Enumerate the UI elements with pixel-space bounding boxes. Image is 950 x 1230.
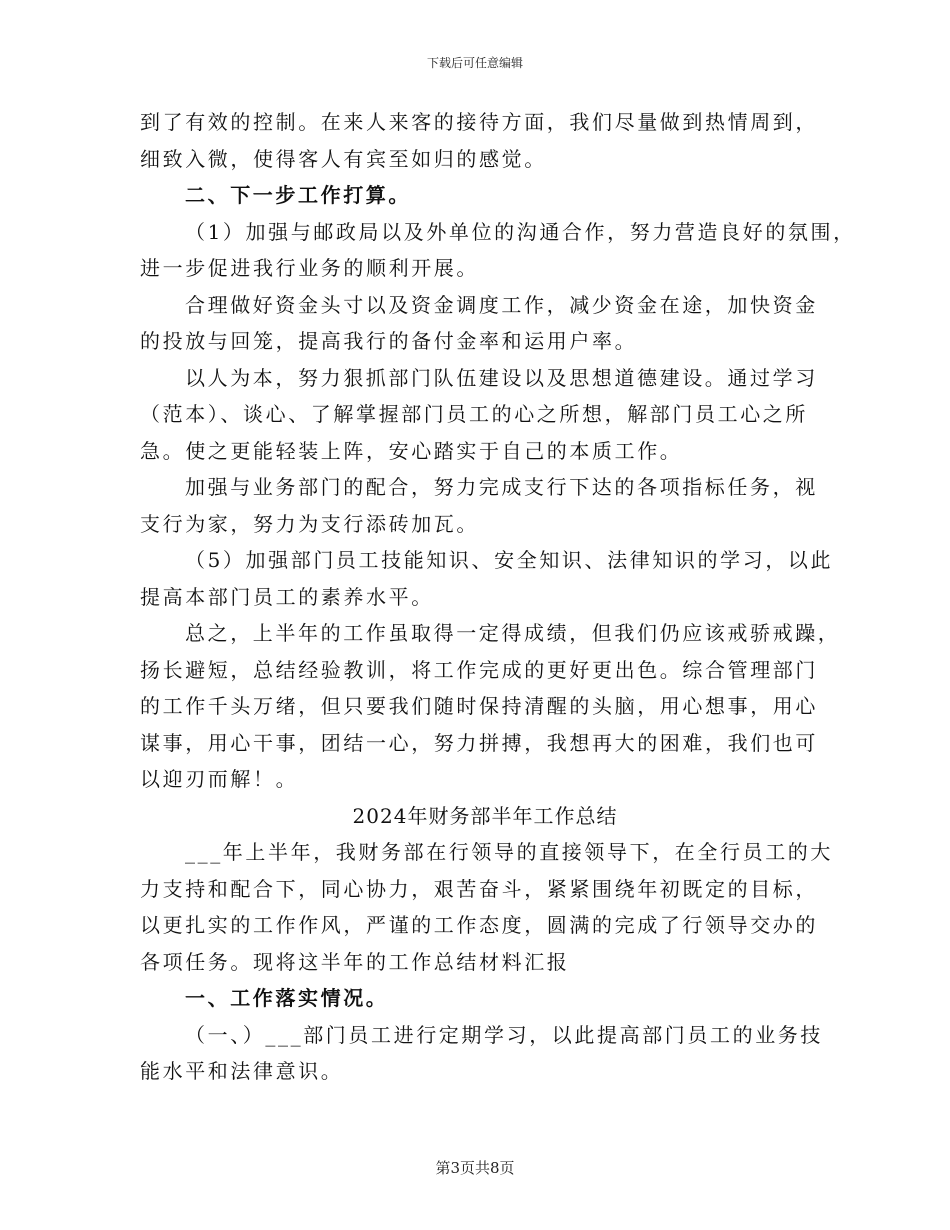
text-line: 总之，上半年的工作虽取得一定得成绩，但我们仍应该戒骄戒躁， <box>185 621 841 645</box>
text-line: 支行为家，努力为支行添砖加瓦。 <box>140 511 479 536</box>
text-line: 各项任务。现将这半年的工作总结材料汇报 <box>140 949 570 974</box>
text-line: 能水平和法律意识。 <box>140 1059 344 1083</box>
text-line: 以人为本，努力狠抓部门队伍建设以及思想道德建设。通过学习 <box>185 365 818 390</box>
text-line: 细致入微，使得客人有宾至如归的感觉。 <box>140 146 547 171</box>
text-line: ___年上半年，我财务部在行领导的直接领导下，在全行员工的大 <box>185 840 833 864</box>
text-line: （1）加强与邮政局以及外单位的沟通合作，努力营造良好的氛围， <box>185 219 856 244</box>
section-title: 2024年财务部半年工作总结 <box>352 803 618 828</box>
text-line: 力支持和配合下，同心协力，艰苦奋斗，紧紧围绕年初既定的目标， <box>140 876 818 901</box>
text-line: 以更扎实的工作作风，严谨的工作态度，圆满的完成了行领导交办的 <box>140 913 818 937</box>
text-line: （范本）、谈心、了解掌握部门员工的心之所想，解部门员工心之所 <box>140 402 808 426</box>
text-line: （一、）___部门员工进行定期学习，以此提高部门员工的业务技 <box>185 1022 823 1047</box>
text-line: 的工作千头万绪，但只要我们随时保持清醒的头脑，用心想事，用心 <box>140 694 818 718</box>
header-note: 下载后可任意编辑 <box>426 56 523 70</box>
text-line: 进一步促进我行业务的顺利开展。 <box>140 256 479 280</box>
text-line: 的投放与回笼，提高我行的备付金率和运用户率。 <box>140 329 638 353</box>
page-number: 第3页共8页 <box>435 1159 515 1177</box>
document-body <box>140 104 856 1090</box>
text-line: 急。使之更能轻装上阵，安心踏实于自己的本质工作。 <box>140 438 683 463</box>
text-line: 加强与业务部门的配合，努力完成支行下达的各项指标任务，视 <box>185 475 818 499</box>
text-line: 提高本部门员工的素养水平。 <box>140 584 434 609</box>
section-heading: 二、下一步工作打算。 <box>185 183 411 207</box>
text-line: 以迎刃而解！。 <box>140 767 299 791</box>
text-line: 扬长避短，总结经验教训，将工作完成的更好更出色。综合管理部门 <box>140 657 818 682</box>
text-line: 合理做好资金头寸以及资金调度工作，减少资金在途，加快资金 <box>185 292 818 317</box>
text-line: 到了有效的控制。在来人来客的接待方面，我们尽量做到热情周到， <box>140 110 818 134</box>
text-line: （5）加强部门员工技能知识、安全知识、法律知识的学习，以此 <box>185 548 834 572</box>
section-heading: 一、工作落实情况。 <box>185 986 389 1010</box>
text-line: 谋事，用心干事，团结一心，努力拼搏，我想再大的困难，我们也可 <box>140 730 818 755</box>
